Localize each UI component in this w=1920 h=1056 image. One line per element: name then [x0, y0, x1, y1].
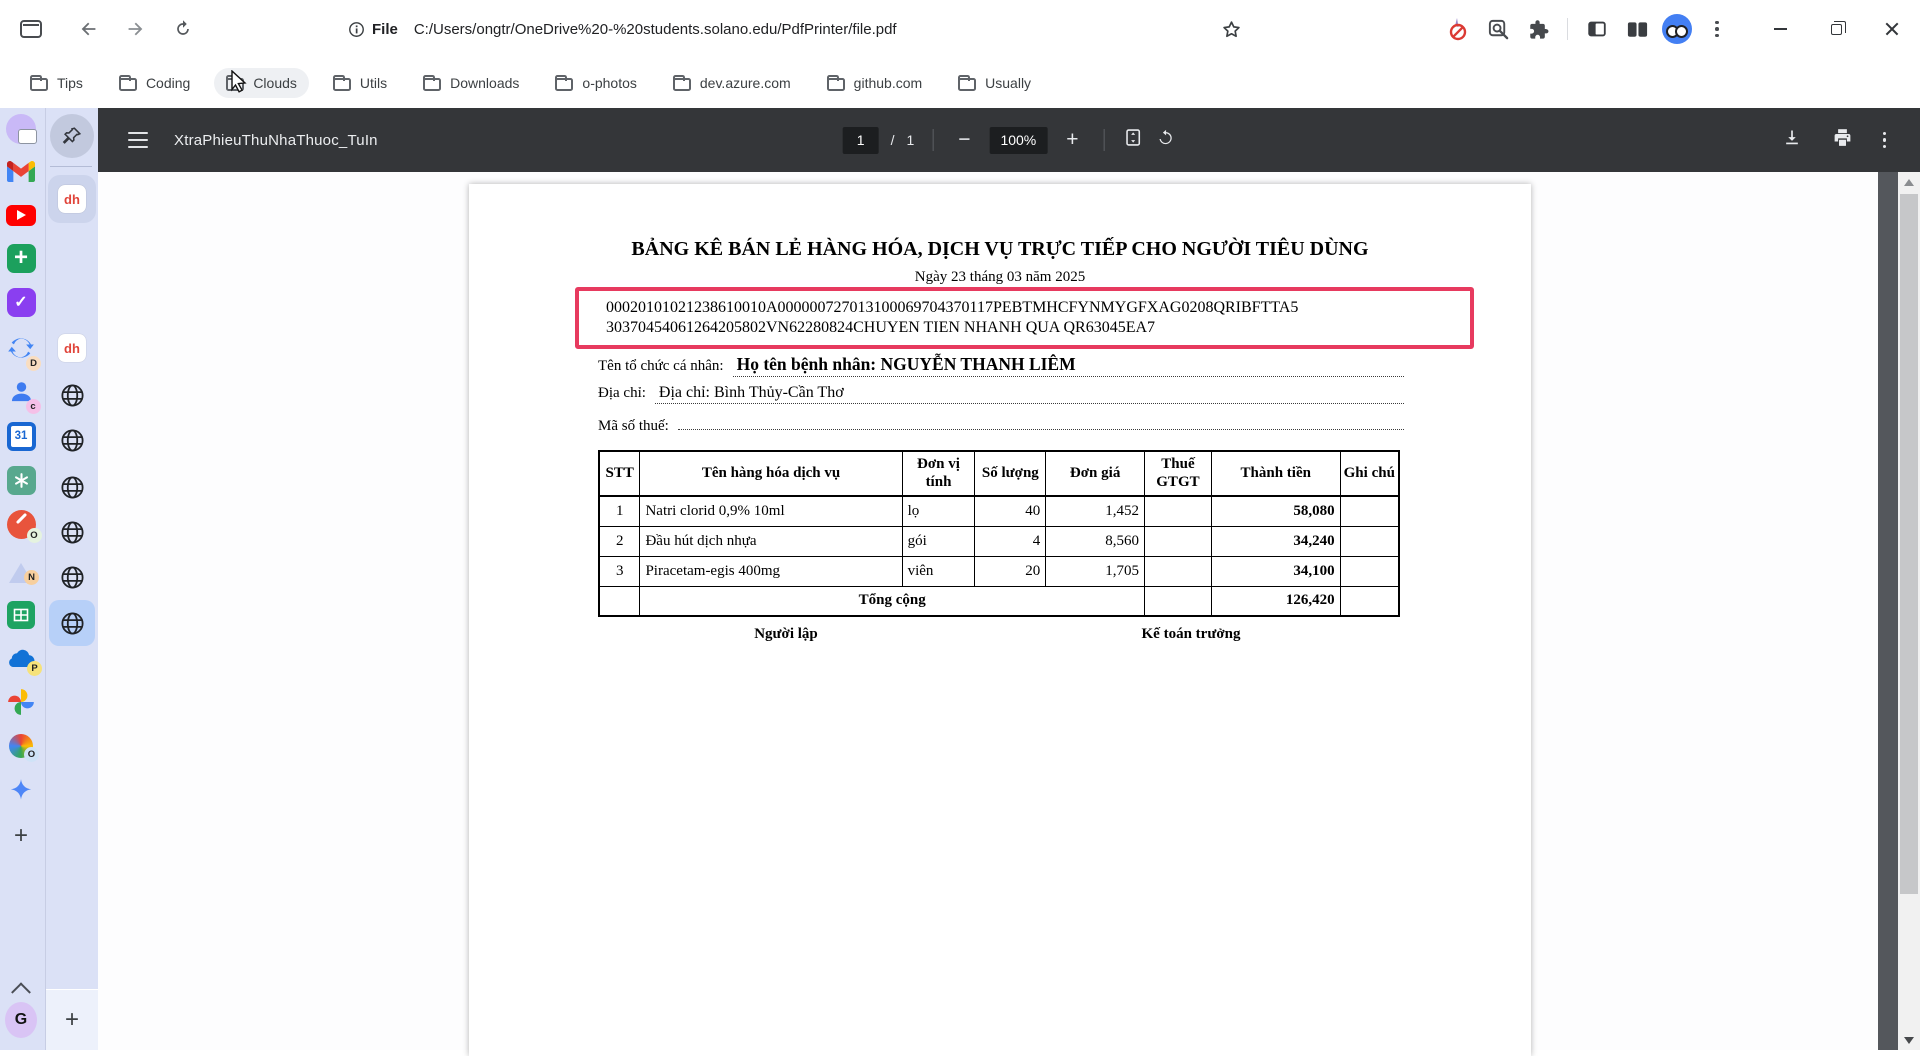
back-button[interactable] — [72, 12, 106, 46]
close-button[interactable] — [1864, 0, 1920, 58]
download-icon — [1782, 128, 1802, 148]
sidebar-item-calendar[interactable] — [5, 420, 37, 452]
fit-to-page-button[interactable] — [1122, 127, 1143, 153]
sidebar-item-orange-pen-app[interactable] — [5, 508, 37, 540]
folder-icon — [958, 78, 976, 91]
plus-icon: + — [13, 822, 28, 849]
profile-button[interactable] — [1660, 12, 1694, 46]
bookmark-item-usually[interactable]: Usually — [946, 68, 1043, 98]
total-amount: 126,420 — [1211, 586, 1340, 616]
address-bar[interactable] — [348, 9, 1248, 49]
green-plus-app-icon: + — [7, 244, 36, 273]
gmail-icon — [7, 161, 35, 182]
zoom-out-button[interactable]: − — [958, 128, 971, 151]
tab-web-page-2[interactable] — [58, 426, 86, 454]
cloud-app-badge: P — [27, 661, 42, 676]
orange-app-badge: O — [27, 528, 42, 543]
pdf-toolbar — [98, 108, 1920, 172]
folder-icon — [827, 78, 845, 91]
toolbar-separator — [1103, 129, 1104, 151]
total-label: Tổng cộng — [640, 586, 1145, 616]
sidebar-item-prism-app[interactable] — [5, 555, 37, 587]
tab-web-page-4[interactable] — [58, 518, 86, 546]
minimize-icon — [1774, 28, 1787, 30]
col-header-thue: Thuế GTGT — [1145, 451, 1212, 496]
folder-icon — [119, 78, 137, 91]
field-label: Tên tổ chức cá nhân: — [598, 358, 724, 374]
folder-icon — [673, 78, 691, 91]
payment-code-highlight-box — [575, 287, 1474, 349]
globe-icon — [59, 382, 86, 409]
sidebar-item-cloud-app[interactable] — [5, 643, 37, 675]
pin-button[interactable] — [50, 114, 94, 158]
split-screen-button[interactable] — [1620, 12, 1654, 46]
youtube-icon — [6, 205, 36, 226]
reading-mode-button[interactable] — [1481, 12, 1515, 46]
sidebar-add-app-button[interactable] — [5, 820, 37, 852]
invoice-date: Ngày 23 tháng 03 năm 2025 — [914, 269, 1086, 285]
window-icon — [20, 20, 42, 38]
url-text[interactable]: C:/Users/ongtr/OneDrive%20-%20students.solano.edu/PdfPrinter/file.pdf — [413, 20, 897, 38]
puzzle-icon — [1527, 18, 1550, 41]
pdf-canvas-area — [98, 172, 1920, 1050]
zoom-in-button[interactable]: + — [1066, 128, 1079, 151]
sidebar-item-green-plus-app[interactable] — [5, 242, 37, 274]
info-icon — [348, 21, 365, 38]
contacts-app-badge: c — [26, 399, 41, 414]
tab-web-page-active[interactable] — [49, 600, 95, 646]
pdf-viewer — [98, 108, 1920, 1050]
chatgpt-icon — [7, 466, 36, 495]
calendar-icon: 31 — [7, 422, 36, 451]
blocked-extension-icon — [1446, 16, 1470, 42]
bookmark-star-button[interactable] — [1214, 12, 1248, 46]
folder-icon — [555, 78, 573, 91]
page-total: 1 — [906, 132, 915, 148]
site-info-chip[interactable] — [348, 21, 398, 38]
window-controls — [1752, 0, 1920, 58]
col-header-ghichu: Ghi chú — [1340, 451, 1399, 496]
triangle-down-icon — [1904, 1037, 1914, 1044]
lens-search-icon — [1487, 18, 1510, 41]
toolbar-right-icons — [1441, 12, 1734, 46]
print-button[interactable] — [1832, 127, 1853, 153]
triangle-up-icon — [1904, 179, 1914, 186]
chevron-up-icon — [11, 982, 31, 1002]
tab-web-page-5[interactable] — [58, 563, 86, 591]
multicolor-app-icon — [9, 734, 36, 760]
sidebar-item-purple-check-app[interactable] — [5, 286, 37, 318]
sidebar-item-chatgpt[interactable] — [5, 464, 37, 496]
globe-icon — [59, 519, 86, 546]
col-header-soluong: Số lượng — [975, 451, 1046, 496]
signature-preparer: Người lập — [754, 626, 818, 642]
table-header-row — [599, 451, 1399, 496]
globe-icon — [59, 474, 86, 501]
close-icon — [1885, 22, 1899, 36]
star-icon — [1221, 19, 1242, 40]
tab-dh-site[interactable] — [58, 334, 86, 362]
field-label: Địa chỉ: — [598, 385, 646, 401]
sidebar-item-photos[interactable] — [5, 686, 37, 718]
invoice-title: BẢNG KÊ BÁN LẺ HÀNG HÓA, DỊCH VỤ TRỰC TIẾP CHO NGƯỜI TIÊU DÙNG — [631, 238, 1369, 260]
sidebar-item-sheets[interactable] — [5, 599, 37, 631]
address-value: Địa chỉ: Bình Thủy-Cần Thơ — [658, 384, 844, 401]
pdf-page — [469, 184, 1531, 1056]
folder-icon — [30, 78, 48, 91]
new-tab-plus-icon: + — [64, 1006, 79, 1033]
payment-code-line2: 30370454061264205802VN62280824CHUYEN TIEN NHANH QUA QR63045EA7 — [606, 319, 1156, 336]
side-panel-button[interactable] — [1580, 12, 1614, 46]
restore-button[interactable] — [1808, 0, 1864, 58]
prism-app-icon — [9, 561, 33, 581]
field-row-organization — [598, 354, 1404, 377]
dh-site-icon: dh — [58, 185, 86, 213]
bookmark-item-github[interactable]: github.com — [815, 68, 934, 98]
pdf-document-title: XtraPhieuThuNhaThuoc_TuIn — [174, 131, 378, 149]
sidebar-divider — [45, 108, 46, 1050]
bookmarks-bar — [0, 58, 1920, 108]
col-header-thanhtien: Thành tiền — [1211, 451, 1340, 496]
reload-button[interactable] — [166, 12, 200, 46]
page-separator: / — [890, 132, 895, 148]
forward-arrow-icon — [124, 18, 146, 40]
bookmark-item-tips[interactable]: Tips — [18, 68, 95, 98]
table-total-row — [599, 586, 1399, 616]
sync-app-icon — [7, 334, 35, 367]
google-photos-icon — [7, 688, 35, 716]
pdf-menu-button[interactable] — [128, 132, 148, 148]
bookmark-item-clouds[interactable]: Clouds — [214, 68, 309, 98]
tab-web-page-3[interactable] — [58, 473, 86, 501]
dh-site-icon: dh — [58, 334, 86, 362]
browser-menu-button[interactable] — [1700, 12, 1734, 46]
signature-chief-accountant: Kế toán trưởng — [1141, 626, 1241, 642]
col-header-dvt: Đơn vị tính — [902, 451, 975, 496]
page-number-input[interactable] — [843, 127, 879, 154]
payment-code-line1: 00020101021238610010A000000727013100069704370117PEBTMHCFYNMYGFXAG0208QRIBFTTA5 — [606, 299, 1299, 316]
sidebar-item-gmail[interactable] — [5, 155, 37, 187]
vertical-scrollbar[interactable] — [1898, 172, 1920, 1050]
print-icon — [1832, 127, 1853, 148]
sync-app-badge: D — [26, 356, 41, 371]
window-tab-icon[interactable] — [14, 12, 48, 46]
viewer-edge-strip — [1878, 172, 1898, 1050]
split-screen-icon — [1626, 18, 1649, 41]
sidebar-item-gemini[interactable] — [5, 774, 37, 806]
download-button[interactable] — [1782, 128, 1802, 153]
rotate-icon — [1155, 128, 1175, 148]
forward-button[interactable] — [118, 12, 152, 46]
folder-icon — [333, 78, 351, 91]
pin-icon — [61, 125, 83, 147]
table-row: 3 Piracetam-egis 400mg viên 20 1,705 34,100 — [599, 556, 1399, 586]
folder-icon — [423, 78, 441, 91]
purple-check-app-icon: ✓ — [7, 288, 36, 317]
back-arrow-icon — [78, 18, 100, 40]
bookmark-item-dev-azure[interactable]: dev.azure.com — [661, 68, 803, 98]
scroll-down-button[interactable] — [1898, 1030, 1920, 1050]
browser-titlebar — [0, 0, 1920, 58]
col-header-dongia: Đơn giá — [1046, 451, 1145, 496]
invoice-table — [598, 450, 1400, 617]
sidebar-item-chat-app[interactable] — [5, 113, 37, 145]
field-row-tax-code — [598, 412, 1404, 435]
restore-icon — [1831, 24, 1842, 35]
rotate-button[interactable] — [1155, 128, 1175, 153]
side-panel-icon — [1586, 18, 1608, 40]
profile-initial-avatar: G — [5, 1002, 37, 1038]
toolbar-separator — [932, 129, 933, 151]
tab-web-page-1[interactable] — [58, 381, 86, 409]
kebab-menu-icon — [1883, 132, 1887, 149]
url-scheme-label: File — [372, 20, 398, 38]
pinned-divider — [50, 166, 92, 167]
toolbar-separator — [1567, 18, 1568, 40]
bookmark-item-coding[interactable]: Coding — [107, 68, 202, 98]
sidebar-item-multicolor-app[interactable] — [5, 730, 37, 762]
col-header-ten: Tên hàng hóa dịch vụ — [640, 451, 902, 496]
pdf-more-options-button[interactable] — [1883, 132, 1887, 149]
scrollbar-thumb[interactable] — [1900, 194, 1918, 894]
browser-sidebar — [0, 108, 98, 1050]
sidebar-profile-button[interactable] — [5, 1004, 37, 1036]
blocked-extension-button[interactable] — [1441, 12, 1475, 46]
fit-page-icon — [1122, 127, 1143, 148]
pinned-tab-dh-active[interactable] — [48, 175, 96, 223]
gemini-sparkle-icon — [8, 777, 34, 803]
kebab-menu-icon — [1715, 21, 1719, 38]
globe-icon — [59, 610, 86, 637]
minimize-button[interactable] — [1752, 0, 1808, 58]
prism-app-badge: N — [24, 570, 39, 585]
cloud-app-icon — [6, 647, 36, 672]
chat-app-icon — [6, 114, 36, 144]
patient-name-value: Họ tên bệnh nhân: NGUYỄN THANH LIÊM — [736, 354, 1076, 374]
contacts-app-icon — [8, 378, 35, 410]
pdf-toolbar-actions — [1782, 127, 1887, 153]
sidebar-collapse-button[interactable] — [5, 972, 37, 1004]
orange-pen-app-icon — [7, 510, 36, 539]
profile-avatar — [1662, 14, 1692, 44]
bookmark-item-downloads[interactable]: Downloads — [411, 68, 531, 98]
pdf-page-zoom-controls — [843, 127, 1176, 154]
bookmark-item-utils[interactable]: Utils — [321, 68, 399, 98]
extensions-button[interactable] — [1521, 12, 1555, 46]
bookmark-item-o-photos[interactable]: o-photos — [543, 68, 648, 98]
zoom-level[interactable]: 100% — [989, 127, 1047, 154]
table-row: 2 Đầu hút dịch nhựa gói 4 8,560 34,240 — [599, 526, 1399, 556]
scroll-up-button[interactable] — [1898, 172, 1920, 192]
table-row: 1 Natri clorid 0,9% 10ml lọ 40 1,452 58,080 — [599, 496, 1399, 526]
globe-icon — [59, 427, 86, 454]
sidebar-item-contacts-app[interactable] — [5, 378, 37, 410]
sidebar-item-sync-app[interactable] — [5, 334, 37, 369]
new-tab-area[interactable] — [46, 989, 98, 1050]
sidebar-item-youtube[interactable] — [5, 199, 37, 231]
reload-icon — [173, 19, 193, 39]
folder-icon — [226, 78, 244, 91]
sheets-icon — [7, 601, 35, 629]
field-label: Mã số thuế: — [598, 418, 669, 434]
field-row-address — [598, 384, 1404, 404]
globe-icon — [59, 564, 86, 591]
multi-app-badge: O — [24, 747, 39, 762]
col-header-stt: STT — [599, 451, 640, 496]
